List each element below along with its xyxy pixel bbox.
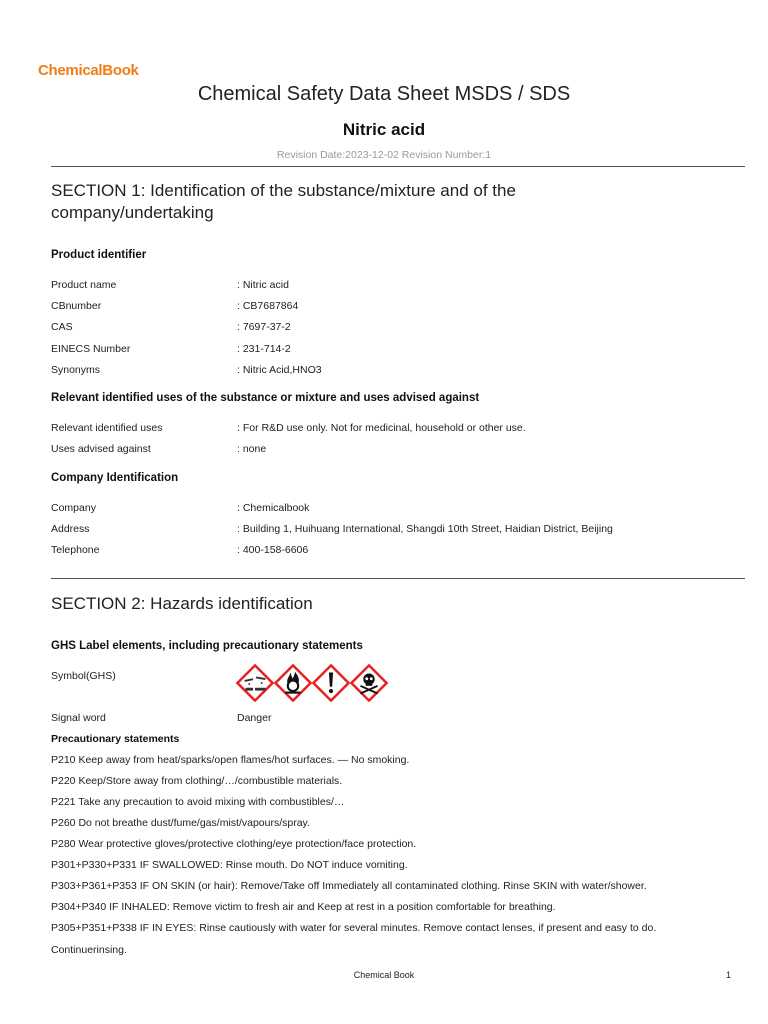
chemicalbook-logo: ChemicalBook bbox=[38, 62, 139, 79]
precautionary-statement: P304+P340 IF INHALED: Remove victim to fresh air and Keep at rest in a position comfortable for breathing. bbox=[51, 901, 556, 913]
field-value: : CB7687864 bbox=[237, 300, 299, 312]
synonyms-row bbox=[51, 364, 751, 378]
ghs-label-heading: GHS Label elements, including precautionary statements bbox=[51, 640, 363, 652]
relevant-uses-row bbox=[51, 422, 751, 436]
section-1-title: SECTION 1: Identification of the substance/mixture and of the company/undertaking bbox=[51, 181, 516, 222]
footer-label: Chemical Book bbox=[353, 970, 415, 980]
address-row bbox=[51, 523, 751, 537]
section-2-title: SECTION 2: Hazards identification bbox=[51, 594, 313, 613]
section-divider bbox=[51, 578, 745, 579]
precautionary-heading: Precautionary statements bbox=[51, 733, 180, 745]
revision-info: Revision Date:2023-12-02 Revision Number:1 bbox=[276, 149, 492, 161]
chemical-name-title: Nitric acid bbox=[342, 120, 426, 139]
product-identifier-heading: Product identifier bbox=[51, 249, 147, 261]
field-value: : Nitric Acid,HNO3 bbox=[237, 364, 322, 376]
field-label: Product name bbox=[51, 279, 117, 291]
company-identification-heading: Company Identification bbox=[51, 472, 179, 484]
field-label: EINECS Number bbox=[51, 343, 131, 355]
precautionary-statement: P260 Do not breathe dust/fume/gas/mist/vapours/spray. bbox=[51, 817, 310, 829]
field-label: Signal word bbox=[51, 712, 106, 724]
field-label: Synonyms bbox=[51, 364, 101, 376]
ghs-pictograms bbox=[236, 664, 388, 702]
field-label: CAS bbox=[51, 321, 73, 333]
einecs-row bbox=[51, 343, 751, 357]
precautionary-statement: P221 Take any precaution to avoid mixing with combustibles/… bbox=[51, 796, 345, 808]
field-value: : Chemicalbook bbox=[237, 502, 310, 514]
cbnumber-row bbox=[51, 300, 751, 314]
uses-heading: Relevant identified uses of the substance or mixture and uses advised against bbox=[51, 392, 480, 404]
skull-crossbones-pictogram-icon bbox=[350, 664, 388, 702]
telephone-row bbox=[51, 544, 751, 558]
precautionary-statement: P301+P330+P331 IF SWALLOWED: Rinse mouth. Do NOT induce vomiting. bbox=[51, 859, 408, 871]
field-value: : 400-158-6606 bbox=[237, 544, 309, 556]
field-label: Symbol(GHS) bbox=[51, 670, 116, 682]
field-label: Address bbox=[51, 523, 90, 535]
symbol-ghs-row bbox=[51, 670, 751, 684]
field-value: : Building 1, Huihuang International, Shangdi 10th Street, Haidian District, Beijing bbox=[237, 523, 613, 535]
field-label: Relevant identified uses bbox=[51, 422, 163, 434]
product-name-row bbox=[51, 279, 751, 293]
precautionary-statement: P280 Wear protective gloves/protective clothing/eye protection/face protection. bbox=[51, 838, 417, 850]
oxidizer-pictogram-icon bbox=[274, 664, 312, 702]
field-label: Telephone bbox=[51, 544, 100, 556]
cas-row bbox=[51, 321, 751, 335]
page-number: 1 bbox=[726, 970, 732, 980]
field-label: Uses advised against bbox=[51, 443, 151, 455]
precautionary-statement: P303+P361+P353 IF ON SKIN (or hair): Remove/Take off Immediately all contaminated clothing. Rinse SKIN with water/shower. bbox=[51, 880, 647, 892]
field-value: : For R&D use only. Not for medicinal, household or other use. bbox=[237, 422, 526, 434]
header-divider bbox=[51, 166, 745, 167]
exclamation-pictogram-icon bbox=[312, 664, 350, 702]
signal-word-value: Danger bbox=[237, 712, 272, 724]
field-value: : 7697-37-2 bbox=[237, 321, 291, 333]
field-value: : 231-714-2 bbox=[237, 343, 291, 355]
company-row bbox=[51, 502, 751, 516]
corrosion-pictogram-icon bbox=[236, 664, 274, 702]
field-value: : none bbox=[237, 443, 267, 455]
field-label: Company bbox=[51, 502, 96, 514]
document-title: Chemical Safety Data Sheet MSDS / SDS bbox=[197, 83, 571, 105]
precautionary-statement: P210 Keep away from heat/sparks/open flames/hot surfaces. — No smoking. bbox=[51, 754, 410, 766]
signal-word-row bbox=[51, 712, 751, 726]
precautionary-statement: P220 Keep/Store away from clothing/…/combustible materials. bbox=[51, 775, 343, 787]
field-label: CBnumber bbox=[51, 300, 102, 312]
precautionary-statement: P305+P351+P338 IF IN EYES: Rinse cautiously with water for several minutes. Remove contact lenses, if present and easy to do. bbox=[51, 922, 657, 934]
uses-advised-against-row bbox=[51, 443, 751, 457]
precautionary-statement: Continuerinsing. bbox=[51, 944, 127, 956]
field-value: : Nitric acid bbox=[237, 279, 289, 291]
